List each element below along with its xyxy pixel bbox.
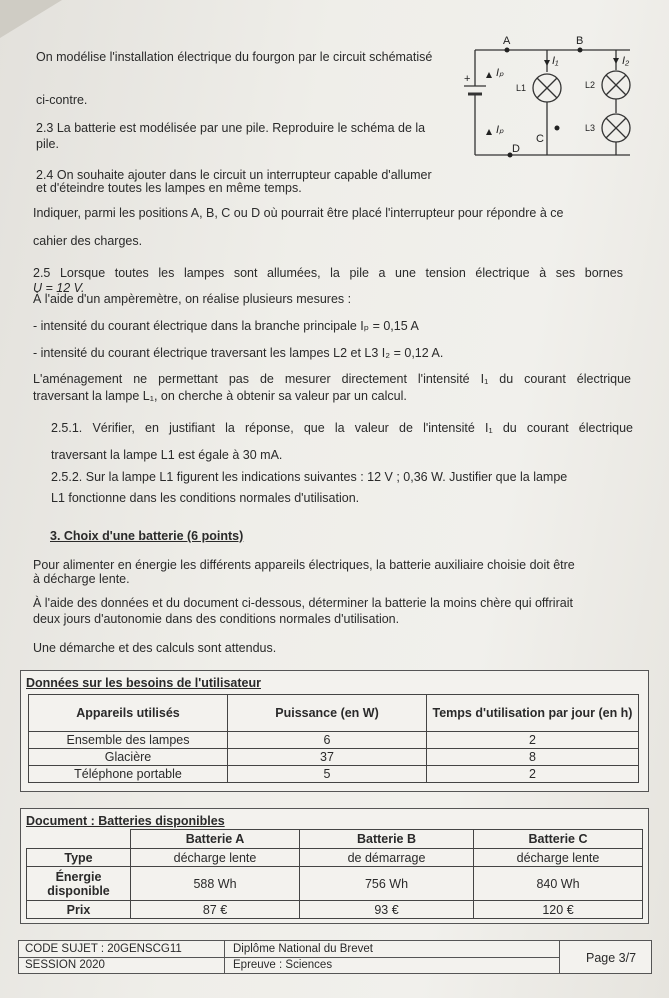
besoins-box bbox=[20, 670, 649, 792]
label-i1: I₁ bbox=[552, 55, 559, 67]
folded-corner bbox=[0, 0, 62, 38]
section-3-task-line-1: À l'aide des données et du document ci-dessous, déterminer la batterie la moins chère qui offrirait bbox=[33, 596, 573, 610]
table-cell: de démarrage bbox=[300, 849, 474, 867]
table-cell: 2 bbox=[427, 732, 639, 749]
row-header: Type bbox=[27, 849, 131, 867]
table-row bbox=[27, 849, 643, 867]
table-row bbox=[29, 732, 639, 749]
table-cell: Glacière bbox=[29, 749, 228, 766]
row-header: Énergie disponible bbox=[27, 867, 131, 901]
table-cell: 93 € bbox=[300, 901, 474, 919]
besoins-table bbox=[28, 694, 639, 783]
batteries-table bbox=[26, 829, 643, 919]
node-c bbox=[555, 126, 560, 131]
table-cell: Téléphone portable bbox=[29, 766, 228, 783]
section-3-line-1: Pour alimenter en énergie les différents appareils électriques, la batterie auxiliaire choisie doit être bbox=[33, 558, 575, 572]
amenagement-line-1: L'aménagement ne permettant pas de mesurer directement l'intensité I₁ du courant électrique bbox=[33, 372, 631, 386]
label-l2: L2 bbox=[585, 80, 596, 90]
arrow-i1 bbox=[544, 60, 550, 66]
label-ip: Iₚ bbox=[496, 67, 504, 79]
label-a: A bbox=[503, 35, 511, 47]
table-cell: 120 € bbox=[474, 901, 643, 919]
table-cell: 87 € bbox=[131, 901, 300, 919]
footer-epreuve: Epreuve : Sciences bbox=[233, 959, 333, 971]
q251-line-1: 2.5.1. Vérifier, en justifiant la réponse, que la valeur de l'intensité I₁ du courant électrique bbox=[51, 421, 633, 435]
batteries-header: Batterie B bbox=[300, 830, 474, 849]
batteries-title: Document : Batteries disponibles bbox=[26, 814, 225, 828]
intro-line-2: ci-contre. bbox=[36, 93, 88, 107]
section-3-task-line-2: deux jours d'autonomie dans des conditions normales d'utilisation. bbox=[33, 612, 400, 626]
batteries-header: Batterie C bbox=[474, 830, 643, 849]
table-cell: 756 Wh bbox=[300, 867, 474, 901]
page-footer bbox=[18, 940, 652, 974]
label-b: B bbox=[576, 35, 584, 47]
node-a bbox=[505, 48, 510, 53]
table-cell: 588 Wh bbox=[131, 867, 300, 901]
measure-ip: - intensité du courant électrique dans la branche principale Iₚ = 0,15 A bbox=[33, 319, 419, 333]
table-row bbox=[29, 749, 639, 766]
table-cell: décharge lente bbox=[474, 849, 643, 867]
page-number: Page 3/7 bbox=[586, 951, 637, 965]
measure-i2: - intensité du courant électrique traversant les lampes L2 et L3 I₂ = 0,12 A. bbox=[33, 346, 444, 360]
q24-instruction-line-2: cahier des charges. bbox=[33, 234, 143, 248]
section-3-demarche: Une démarche et des calculs sont attendus. bbox=[33, 641, 277, 655]
ammeter-line: À l'aide d'un ampèremètre, on réalise plusieurs mesures : bbox=[33, 292, 352, 306]
label-i2: I₂ bbox=[622, 55, 630, 67]
table-cell: 37 bbox=[228, 749, 427, 766]
label-l3: L3 bbox=[585, 123, 596, 133]
circuit-diagram bbox=[452, 30, 662, 175]
table-cell: 2 bbox=[427, 766, 639, 783]
batteries-header: Batterie A bbox=[131, 830, 300, 849]
table-cell: 840 Wh bbox=[474, 867, 643, 901]
q24-instruction-line-1: Indiquer, parmi les positions A, B, C ou D où pourrait être placé l'interrupteur pour répondre à ce bbox=[33, 206, 564, 220]
label-c: C bbox=[536, 133, 544, 145]
section-3-line-2: à décharge lente. bbox=[33, 572, 130, 586]
q25-line-2: U = 12 V. bbox=[33, 281, 85, 295]
row-header: Prix bbox=[27, 901, 131, 919]
batteries-box bbox=[20, 808, 649, 924]
arrow-i2 bbox=[613, 58, 619, 64]
amenagement-line-2: traversant la lampe L₁, on cherche à obtenir sa valeur par un calcul. bbox=[33, 389, 407, 403]
label-d: D bbox=[512, 143, 520, 155]
table-row bbox=[27, 867, 643, 901]
table-cell: 5 bbox=[228, 766, 427, 783]
circuit-schematic bbox=[452, 30, 662, 175]
q25-line-1: 2.5 Lorsque toutes les lampes sont allumées, la pile a une tension électrique à ses bornes bbox=[33, 266, 623, 280]
footer-row-divider bbox=[19, 957, 559, 958]
batteries-header bbox=[27, 830, 131, 849]
q23-line-2: pile. bbox=[36, 137, 59, 151]
q252-line-2: L1 fonctionne dans les conditions normales d'utilisation. bbox=[51, 491, 360, 505]
table-row bbox=[29, 766, 639, 783]
label-ip-2: Iₚ bbox=[496, 124, 504, 136]
footer-divider bbox=[559, 941, 560, 973]
table-row bbox=[27, 901, 643, 919]
section-3-heading: 3. Choix d'une batterie (6 points) bbox=[50, 529, 244, 543]
footer-diplome: Diplôme National du Brevet bbox=[233, 943, 373, 955]
q251-line-2: traversant la lampe L1 est égale à 30 mA. bbox=[51, 448, 283, 462]
besoins-header: Puissance (en W) bbox=[228, 695, 427, 732]
arrow-ip bbox=[486, 72, 492, 78]
node-b bbox=[578, 48, 583, 53]
table-cell: 8 bbox=[427, 749, 639, 766]
q24-line-2: et d'éteindre toutes les lampes en même temps. bbox=[36, 181, 302, 195]
q24-line-1: 2.4 On souhaite ajouter dans le circuit un interrupteur capable d'allumer bbox=[36, 168, 432, 182]
besoins-header: Temps d'utilisation par jour (en h) bbox=[427, 695, 639, 732]
q252-line-1: 2.5.2. Sur la lampe L1 figurent les indications suivantes : 12 V ; 0,36 W. Justifier que la lampe bbox=[51, 470, 568, 484]
intro-line-1: On modélise l'installation électrique du fourgon par le circuit schématisé bbox=[36, 50, 433, 64]
label-l1: L1 bbox=[516, 83, 527, 93]
arrow-ip-2 bbox=[486, 129, 492, 135]
besoins-header: Appareils utilisés bbox=[29, 695, 228, 732]
footer-code: CODE SUJET : 20GENSCG11 bbox=[25, 943, 182, 955]
besoins-title: Données sur les besoins de l'utilisateur bbox=[26, 676, 261, 690]
label-plus: + bbox=[464, 73, 471, 85]
table-cell: 6 bbox=[228, 732, 427, 749]
table-cell: décharge lente bbox=[131, 849, 300, 867]
table-cell: Ensemble des lampes bbox=[29, 732, 228, 749]
footer-session: SESSION 2020 bbox=[25, 959, 105, 971]
q23-line-1: 2.3 La batterie est modélisée par une pile. Reproduire le schéma de la bbox=[36, 121, 426, 135]
